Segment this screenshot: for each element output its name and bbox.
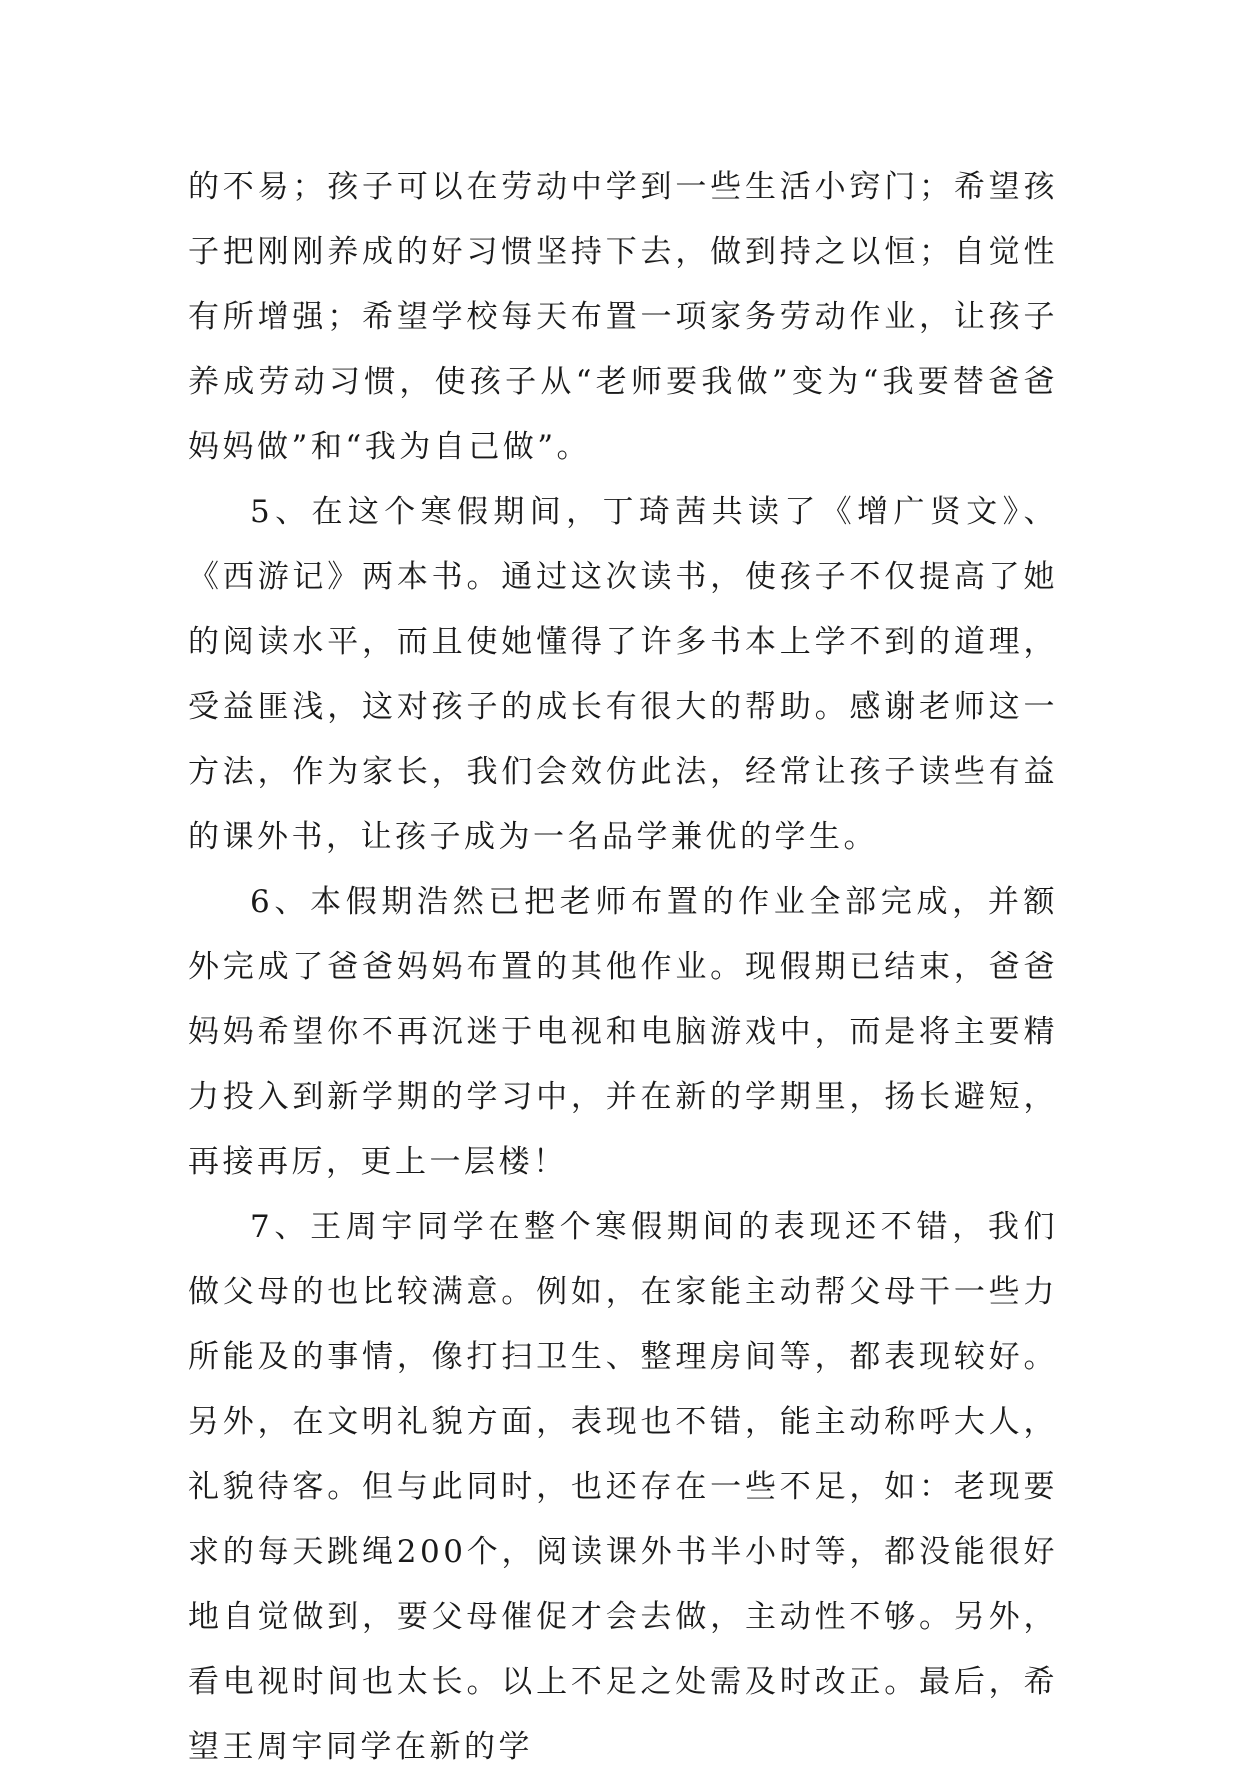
paragraph-item-7: 7、王周宇同学在整个寒假期间的表现还不错，我们做父母的也比较满意。例如，在家能主动帮父母干一些力所能及的事情，像打扫卫生、整理房间等，都表现较好。另外，在文明礼貌方面，表现也不错，能主动称呼大人，礼貌待客。但与此同时，也还存在一些不足，如：老现要求的每天跳绳200个，阅读课外书半小时等，都没能很好地自觉做到，要父母催促才会去做，主动性不够。另外，看电视时间也太长。以上不足之处需及时改正。最后，希望王周宇同学在新的学	[188, 1209, 1058, 1765]
paragraph-item-5: 5、在这个寒假期间，丁琦茜共读了《增广贤文》、《西游记》两本书。通过这次读书，使孩子不仅提高了她的阅读水平，而且使她懂得了许多书本上学不到的道理，受益匪浅，这对孩子的成长有很大的帮助。感谢老师这一方法，作为家长，我们会效仿此法，经常让孩子读些有益的课外书，让孩子成为一名品学兼优的学生。	[188, 494, 1058, 855]
document-page	[188, 155, 1058, 1780]
paragraph-continuation: 的不易；孩子可以在劳动中学到一些生活小窍门；希望孩子把刚刚养成的好习惯坚持下去，做到持之以恒；自觉性有所增强；希望学校每天布置一项家务劳动作业，让孩子养成劳动习惯，使孩子从“老师要我做”变为“我要替爸爸妈妈做”和“我为自己做”。	[188, 169, 1058, 465]
paragraph-item-6: 6、本假期浩然已把老师布置的作业全部完成，并额外完成了爸爸妈妈布置的其他作业。现假期已结束，爸爸妈妈希望你不再沉迷于电视和电脑游戏中，而是将主要精力投入到新学期的学习中，并在新的学期里，扬长避短，再接再厉，更上一层楼！	[188, 884, 1058, 1180]
